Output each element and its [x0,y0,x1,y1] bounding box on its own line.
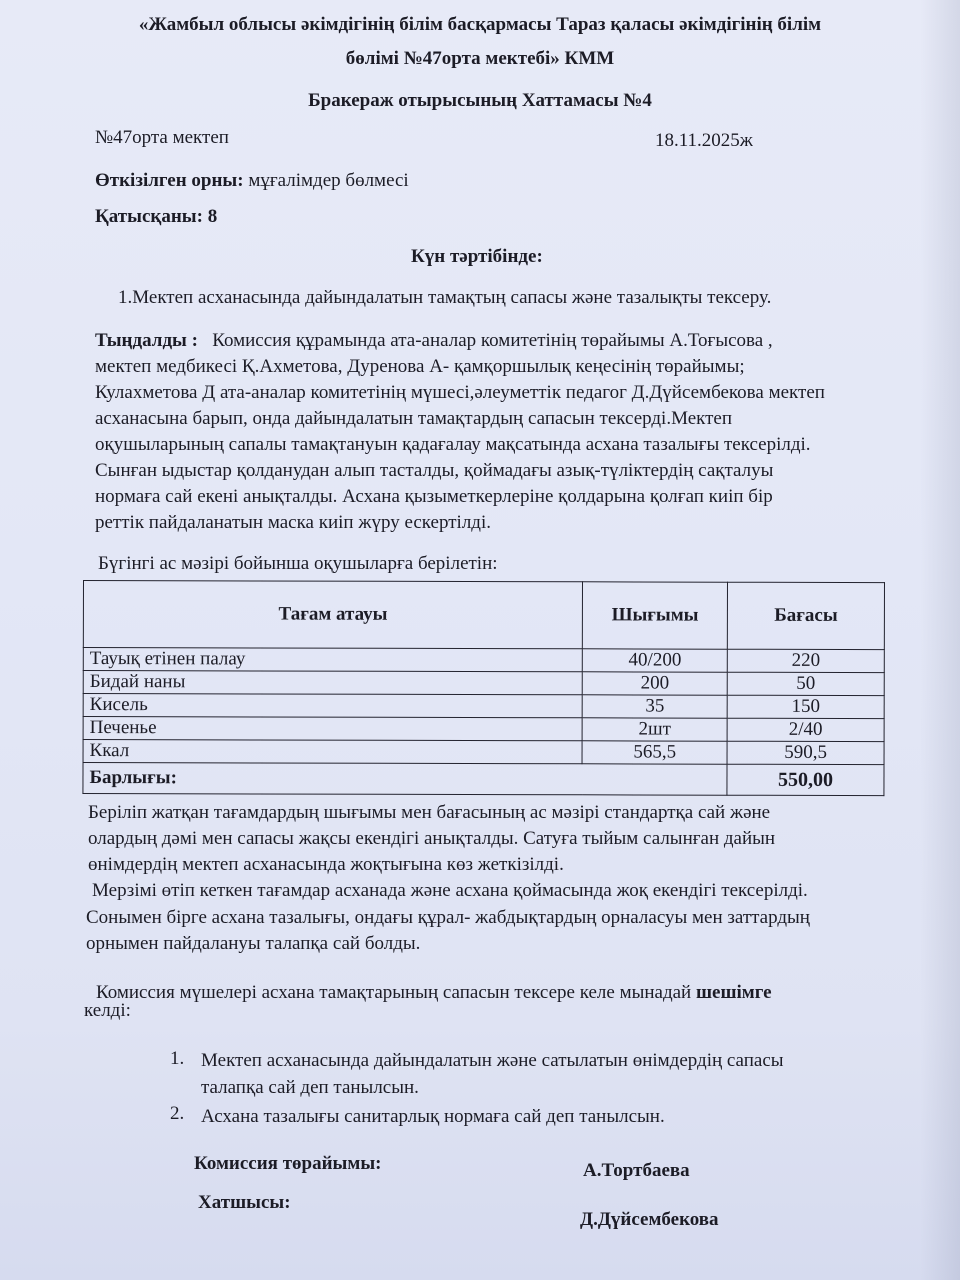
dish-price: 150 [727,695,884,718]
dish-yield: 2шт [582,718,727,741]
agenda-title: Күн тәртібінде: [411,246,543,267]
place-row [95,170,409,192]
heard-line-8: реттік пайдаланатын маска киіп жүру ескертілді. [95,512,491,533]
chair-name: А.Тортбаева [583,1160,690,1181]
heard-text-1: Комиссия құрамында ата-аналар комитетінің төрайымы А.Тоғысова , [212,330,773,351]
table-row [83,671,884,696]
decision-item-1-line-2: талапқа сай деп танылсын. [201,1077,419,1098]
menu-intro: Бүгінгі ас мәзірі бойынша оқушыларға берілетін: [98,553,498,574]
decision-intro-text: Комиссия мүшелері асхана тамақтарының сапасын тексере келе мынадай [96,982,692,1003]
table-row [83,717,884,742]
dish-price: 590,5 [727,741,884,764]
table-row [83,694,884,719]
org-name-line-2: бөлімі №47орта мектебі» КММ [345,48,615,69]
dish-name: Ккал [83,740,582,764]
dish-name: Печенье [83,717,582,741]
decision-item-2-line-1: Асхана тазалығы санитарлық нормаға сай деп танылсын. [201,1106,665,1127]
heard-line-3: Кулахметова Д ата-аналар комитетінің мүшесі,әлеуметтік педагог Д.Дүйсембекова мектеп [95,382,825,403]
decision-item-2-number: 2. [170,1103,185,1124]
decision-intro-line-1 [96,982,772,1004]
heard-line-4: асханасына барып, онда дайындалатын тамақтардың сапасын тексерді.Мектеп [95,408,733,429]
dish-yield: 565,5 [582,741,727,764]
conclusion-line-3: өнімдердің мектеп асханасында жоқтығына көз жеткізілді. [88,854,564,875]
place-value: мұғалімдер бөлмесі [248,170,409,191]
decision-item-1-number: 1. [170,1048,185,1069]
attendees-count: Қатысқаны: 8 [95,206,218,227]
decision-intro-line-2: келді: [84,1000,131,1021]
school-name: №47орта мектеп [95,127,229,148]
conclusion-line-5: Сонымен бірге асхана тазалығы, ондағы құрал- жабдықтардың орналасуы мен заттардың [86,907,810,928]
table-row [83,648,884,673]
table-row [83,740,884,765]
heard-label: Тыңдалды : [95,330,198,351]
menu-table-header-row [83,581,884,650]
dish-name: Бидай наны [83,671,582,695]
dish-yield: 40/200 [582,649,727,672]
conclusion-line-6: орнымен пайдалануы талапқа сай болды. [86,933,421,954]
agenda-item-1: 1.Мектеп асханасында дайындалатын тамақтың сапасы және тазалықты тексеру. [118,287,772,308]
total-value: 550,00 [727,764,884,795]
heard-line-5: оқушыларының сапалы тамақтануын қадағалау мақсатында асхана тазалығы тексерілді. [95,434,811,455]
heard-line-2: мектеп медбикесі Қ.Ахметова, Дуренова А- қамқоршылық кеңесінің төрайымы; [95,356,745,377]
header-dish-name: Тағам атауы [83,581,582,649]
heard-line-7: нормаға сай екені анықталды. Асхана қызыметкерлеріне қолдарына қолғап киіп бір [95,486,773,507]
org-name-line-1: «Жамбыл облысы әкімдігінің білім басқармасы Тараз қаласы әкімдігінің білім [138,14,822,35]
dish-yield: 200 [582,672,727,695]
total-label: Барлығы: [83,763,727,796]
dish-name: Кисель [83,694,582,718]
dish-name: Тауық етінен палау [83,648,582,672]
conclusion-line-4: Мерзімі өтіп кеткен тағамдар асханада және асхана қоймасында жоқ екендігі тексерілді. [92,880,808,901]
protocol-date: 18.11.2025ж [655,130,753,151]
dish-price: 50 [727,672,884,695]
conclusion-line-2: олардың дәмі мен сапасы жақсы екендігі анықталды. Сатуға тыйым салынған дайын [88,828,776,849]
decision-item-1-line-1: Мектеп асханасында дайындалатын және сатылатын өнімдердің сапасы [201,1050,784,1071]
menu-table [82,580,885,796]
secretary-label: Хатшысы: [198,1192,291,1213]
conclusion-line-1: Беріліп жатқан тағамдардың шығымы мен бағасының ас мәзірі стандартқа сай және [88,802,771,823]
heard-line-6: Сынған ыдыстар қолданудан алып тасталды, қоймадағы азық-түліктердің сақталуы [95,460,774,481]
dish-price: 220 [727,649,884,672]
header-yield: Шығымы [583,582,728,649]
heard-line-1 [95,330,773,352]
header-price: Бағасы [727,582,884,649]
place-label: Өткізілген орны: [95,170,244,191]
dish-price: 2/40 [727,718,884,741]
dish-yield: 35 [582,695,727,718]
page-edge-shadow [920,0,960,1280]
protocol-title: Бракераж отырысының Хаттамасы №4 [308,90,652,111]
chair-label: Комиссия төрайымы: [194,1153,382,1174]
decision-keyword: шешімге [695,982,772,1003]
secretary-name: Д.Дүйсембекова [580,1209,719,1230]
table-total-row [83,763,884,796]
